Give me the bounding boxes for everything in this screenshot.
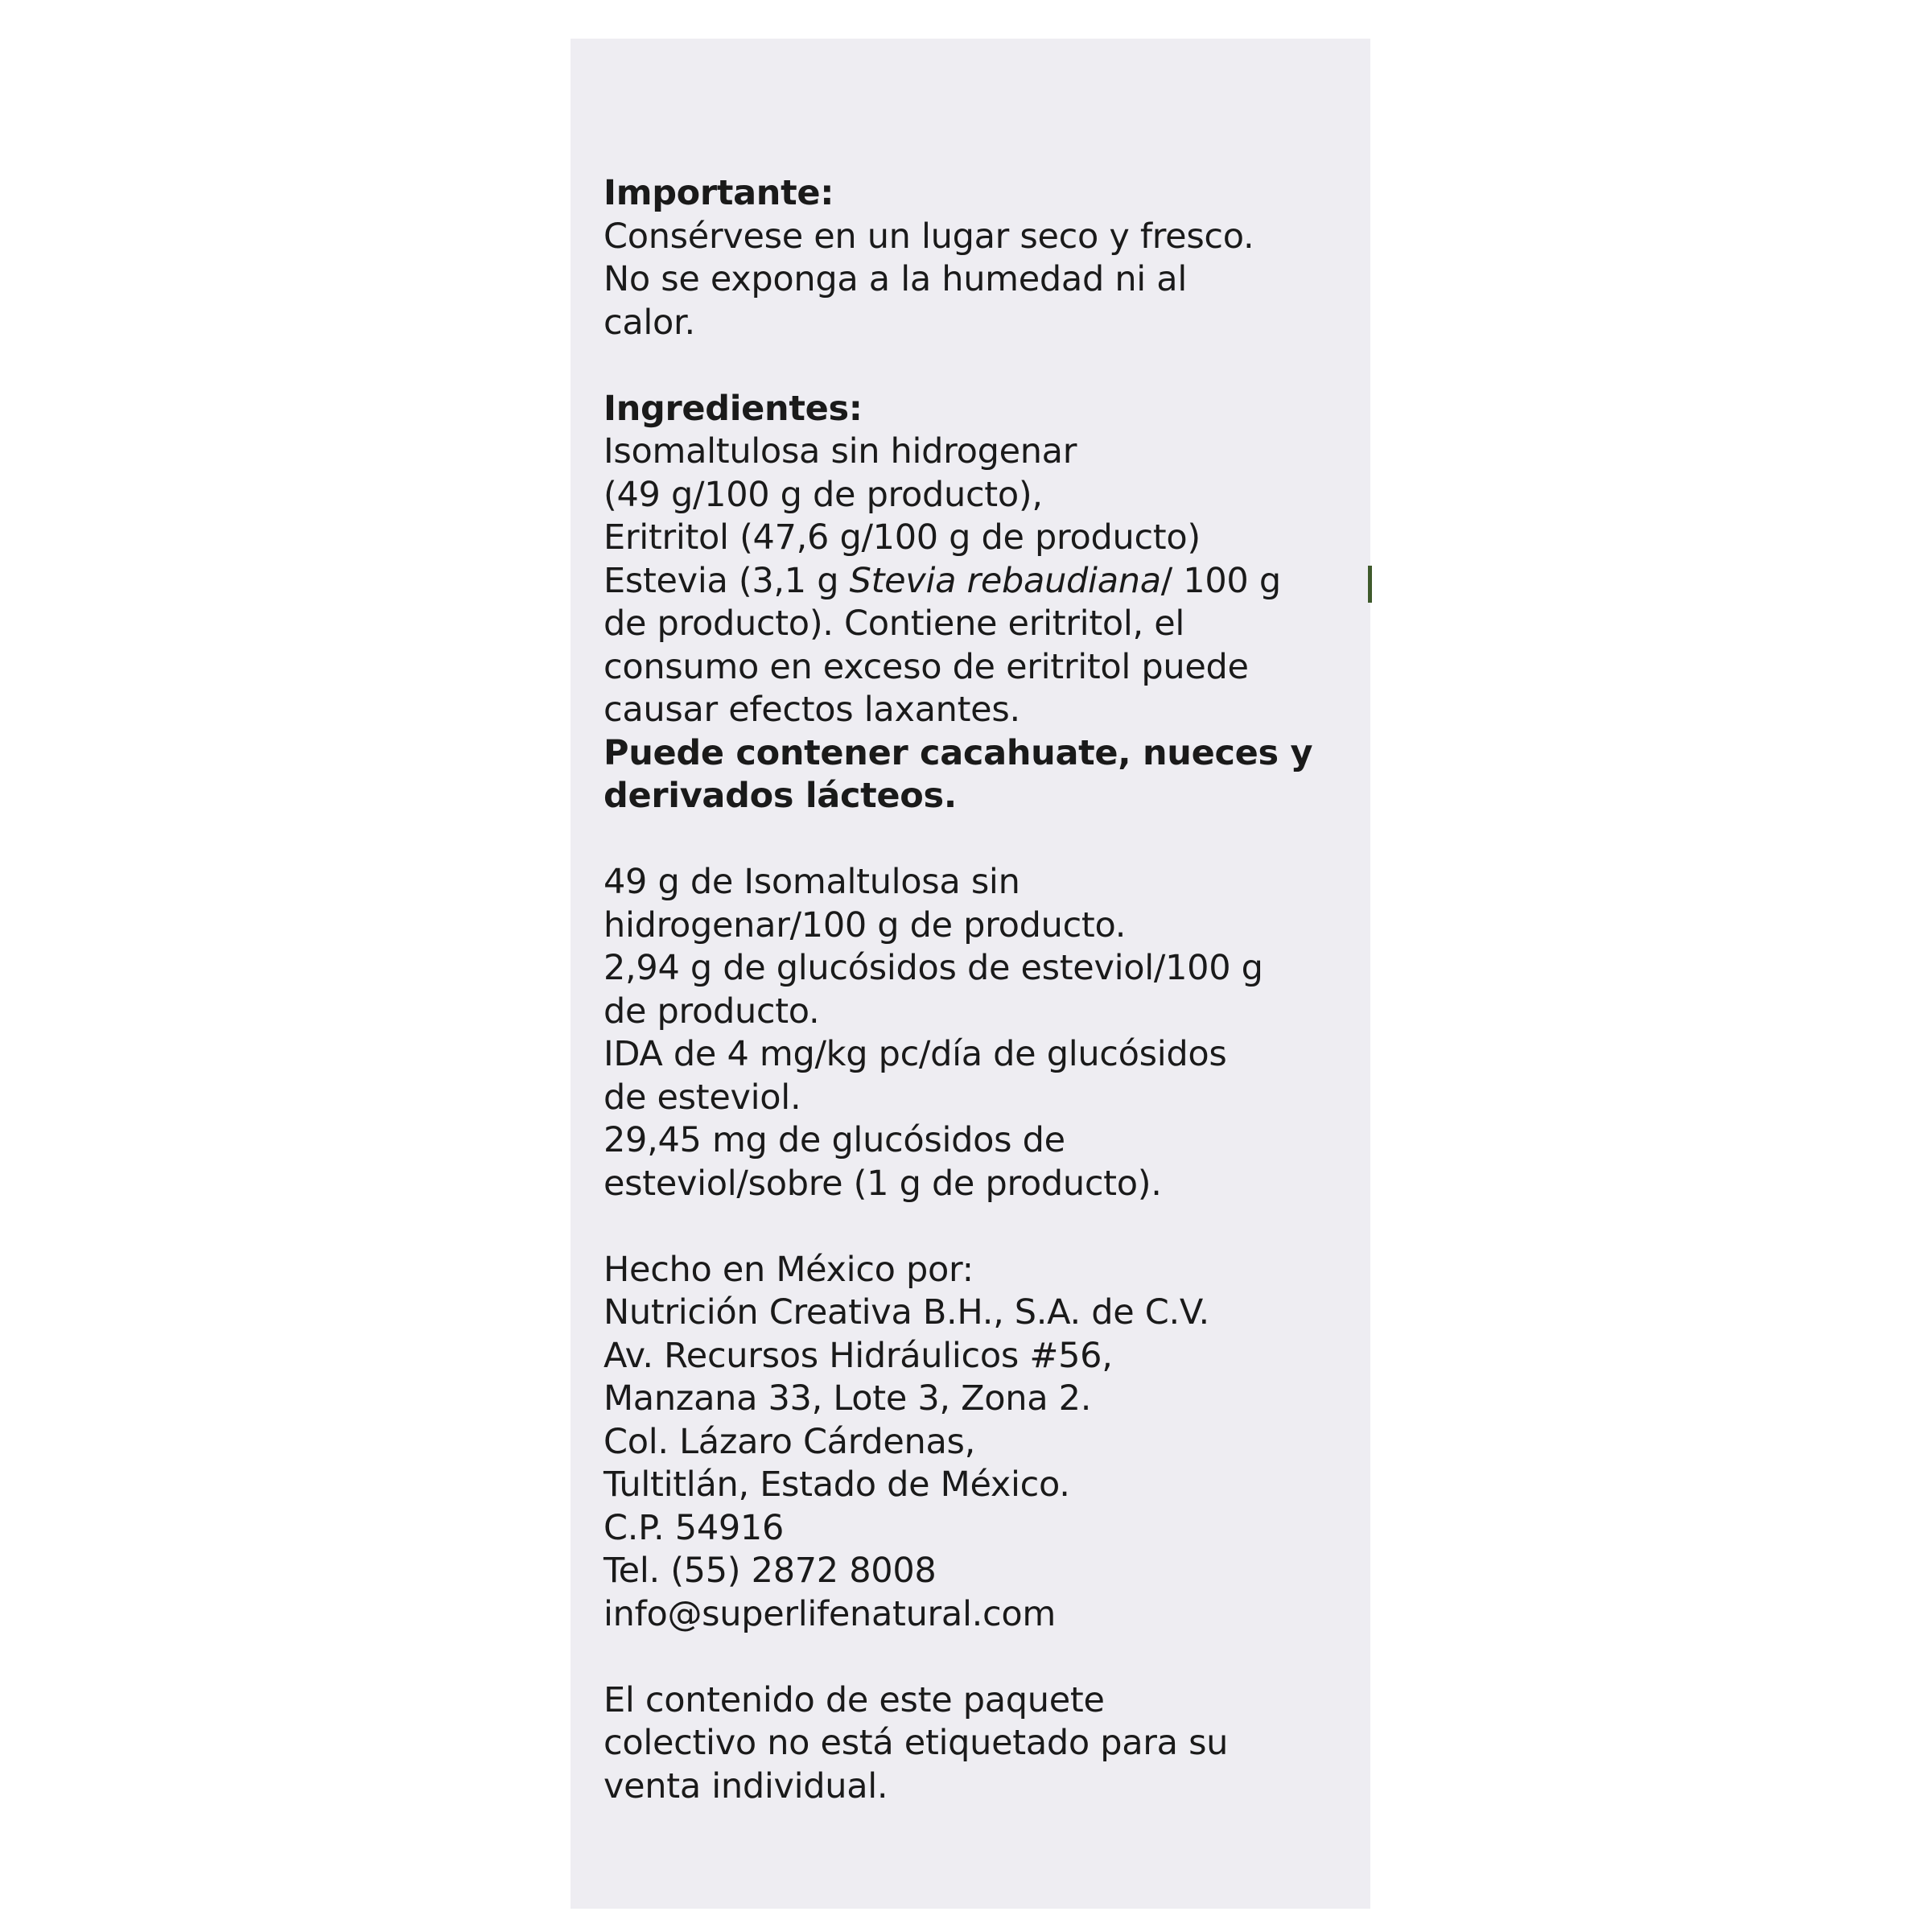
section-gap (603, 344, 1376, 388)
stevia-species: Stevia rebaudiana (849, 560, 1161, 601)
dosage-line: 49 g de Isomaltulosa sin (603, 862, 1020, 902)
ingredientes-line: (49 g/100 g de producto), (603, 474, 1043, 515)
notice-line: El contenido de este paquete (603, 1679, 1105, 1720)
ingredientes-heading: Ingredientes: (603, 388, 863, 429)
ingredientes-line: Eritritol (47,6 g/100 g de producto) (603, 517, 1201, 558)
dosage-line: hidrogenar/100 g de producto. (603, 904, 1127, 945)
notice-line: venta individual. (603, 1765, 888, 1806)
manufacturer-line: Tultitlán, Estado de México. (603, 1464, 1070, 1505)
importante-line: calor. (603, 302, 695, 343)
ingredientes-line: de producto). Contiene eritritol, el (603, 603, 1185, 644)
importante-line: No se exponga a la humedad ni al (603, 259, 1187, 299)
label-text-block (603, 172, 1376, 1808)
allergen-warning: Puede contener cacahuate, nueces y (603, 732, 1313, 773)
manufacturer-line: Col. Lázaro Cárdenas, (603, 1421, 975, 1462)
manufacturer-line: Manzana 33, Lote 3, Zona 2. (603, 1378, 1092, 1419)
ingredientes-line: Isomaltulosa sin hidrogenar (603, 431, 1077, 472)
section-gap (603, 1205, 1376, 1249)
manufacturer-line: Nutrición Creativa B.H., S.A. de C.V. (603, 1292, 1209, 1333)
dosage-line: de esteviol. (603, 1077, 801, 1118)
manufacturer-line: Tel. (55) 2872 8008 (603, 1551, 937, 1591)
importante-line: Consérvese en un lugar seco y fresco. (603, 216, 1254, 257)
stevia-post: / 100 g (1160, 560, 1281, 601)
manufacturer-email: info@superlifenatural.com (603, 1593, 1056, 1634)
allergen-warning: derivados lácteos. (603, 776, 957, 816)
dosage-line: 2,94 g de glucósidos de esteviol/100 g (603, 948, 1263, 988)
dosage-line: de producto. (603, 991, 820, 1032)
stevia-pre: Estevia (3,1 g (603, 560, 850, 601)
manufacturer-line: Hecho en México por: (603, 1249, 974, 1290)
section-gap (603, 818, 1376, 862)
section-gap (603, 1636, 1376, 1679)
ingredientes-line: causar efectos laxantes. (603, 690, 1020, 730)
manufacturer-line: Av. Recursos Hidráulicos #56, (603, 1335, 1113, 1376)
ingredientes-stevia-line (603, 560, 1376, 603)
manufacturer-line: C.P. 54916 (603, 1507, 785, 1548)
dosage-line: esteviol/sobre (1 g de producto). (603, 1163, 1162, 1204)
importante-heading: Importante: (603, 173, 834, 213)
notice-line: colectivo no está etiquetado para su (603, 1723, 1229, 1763)
dosage-line: 29,45 mg de glucósidos de (603, 1120, 1065, 1160)
dosage-line: IDA de 4 mg/kg pc/día de glucósidos (603, 1034, 1227, 1074)
ingredientes-line: consumo en exceso de eritritol puede (603, 646, 1249, 687)
